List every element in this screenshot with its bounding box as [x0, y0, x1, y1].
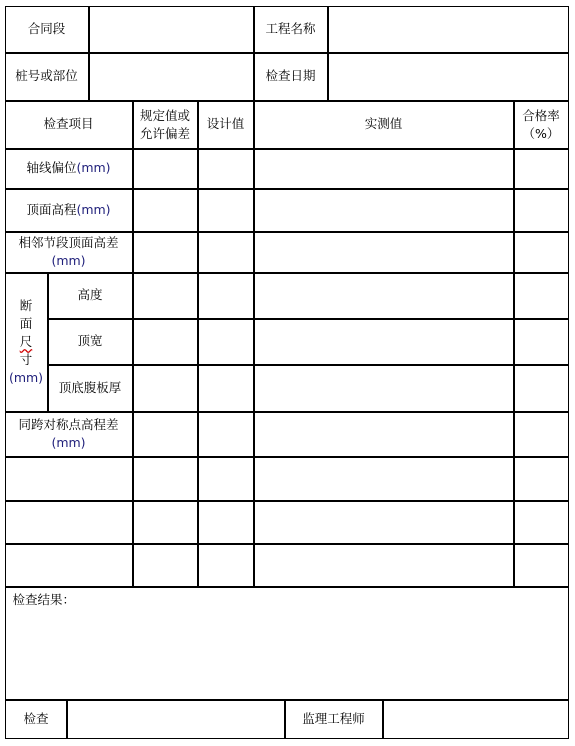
- table-cell[interactable]: [254, 189, 514, 232]
- table-cell[interactable]: [254, 365, 514, 412]
- row-label-top-elevation: 顶面高程(mm): [5, 189, 133, 232]
- contract-label: 合同段: [27, 20, 66, 36]
- table-cell[interactable]: [198, 365, 254, 412]
- station-value-field[interactable]: [89, 53, 254, 101]
- table-cell[interactable]: [133, 232, 198, 273]
- table-cell[interactable]: [5, 544, 133, 587]
- row-group-section-size: 断 面 尺 寸 (mm): [5, 273, 48, 412]
- table-cell[interactable]: [133, 189, 198, 232]
- table-cell[interactable]: [133, 544, 198, 587]
- contract-label-cell: [5, 6, 89, 53]
- station-label: 桩号或部位: [15, 68, 78, 84]
- col-header-item: 检查项目: [5, 101, 133, 149]
- table-cell[interactable]: [514, 189, 569, 232]
- table-cell[interactable]: [514, 149, 569, 189]
- table-cell[interactable]: [198, 232, 254, 273]
- check-date-value-field[interactable]: [328, 53, 569, 101]
- table-cell[interactable]: [198, 319, 254, 365]
- table-cell[interactable]: [133, 149, 198, 189]
- table-cell[interactable]: [254, 457, 514, 501]
- table-cell[interactable]: [514, 544, 569, 587]
- table-cell[interactable]: [198, 544, 254, 587]
- table-cell[interactable]: [5, 501, 133, 544]
- result-label: 检查结果：: [12, 591, 76, 607]
- table-cell[interactable]: [514, 457, 569, 501]
- project-name-label: 工程名称: [265, 20, 316, 36]
- table-cell[interactable]: [254, 544, 514, 587]
- table-cell[interactable]: [254, 232, 514, 273]
- checker-signature-field[interactable]: [67, 700, 285, 739]
- col-header-pass-rate: 合格率 （%）: [514, 101, 569, 149]
- table-cell[interactable]: [133, 273, 198, 319]
- checker-label-cell: [5, 700, 67, 739]
- table-cell[interactable]: [133, 501, 198, 544]
- check-date-label: 检查日期: [265, 68, 316, 84]
- row-label-symmetric-diff: 同跨对称点高程差 (mm): [5, 412, 133, 457]
- row-label-axis-offset: 轴线偏位(mm): [5, 149, 133, 189]
- table-cell[interactable]: [198, 457, 254, 501]
- col-header-design: 设计值: [198, 101, 254, 149]
- row-label-web-thickness: 顶底腹板厚: [48, 365, 133, 412]
- result-area[interactable]: [5, 587, 569, 700]
- table-cell[interactable]: [254, 273, 514, 319]
- row-label-top-width: 顶宽: [48, 319, 133, 365]
- station-label-cell: [5, 53, 89, 101]
- checker-label: 检查: [23, 710, 49, 726]
- table-cell[interactable]: [133, 412, 198, 457]
- supervisor-signature-field[interactable]: [383, 700, 569, 739]
- contract-value-field[interactable]: [89, 6, 254, 53]
- table-cell[interactable]: [514, 273, 569, 319]
- table-cell[interactable]: [198, 412, 254, 457]
- check-date-label-cell: [254, 53, 328, 101]
- table-cell[interactable]: [254, 319, 514, 365]
- supervisor-label: 监理工程师: [302, 710, 365, 726]
- col-header-measured: 实测值: [254, 101, 514, 149]
- project-name-label-cell: [254, 6, 328, 53]
- row-label-height: 高度: [48, 273, 133, 319]
- table-cell[interactable]: [198, 149, 254, 189]
- table-cell[interactable]: [133, 319, 198, 365]
- table-cell[interactable]: [254, 501, 514, 544]
- table-cell[interactable]: [133, 457, 198, 501]
- table-cell[interactable]: [514, 365, 569, 412]
- table-cell[interactable]: [198, 273, 254, 319]
- table-cell[interactable]: [514, 232, 569, 273]
- table-cell[interactable]: [514, 412, 569, 457]
- col-header-spec: 规定值或 允许偏差: [133, 101, 198, 149]
- table-cell[interactable]: [514, 501, 569, 544]
- table-cell[interactable]: [5, 457, 133, 501]
- supervisor-label-cell: [285, 700, 383, 739]
- table-cell[interactable]: [198, 189, 254, 232]
- table-cell[interactable]: [514, 319, 569, 365]
- table-cell[interactable]: [198, 501, 254, 544]
- table-cell[interactable]: [133, 365, 198, 412]
- project-name-value-field[interactable]: [328, 6, 569, 53]
- table-cell[interactable]: [254, 412, 514, 457]
- row-label-adjacent-diff: 相邻节段顶面高差 (mm): [5, 232, 133, 273]
- table-cell[interactable]: [254, 149, 514, 189]
